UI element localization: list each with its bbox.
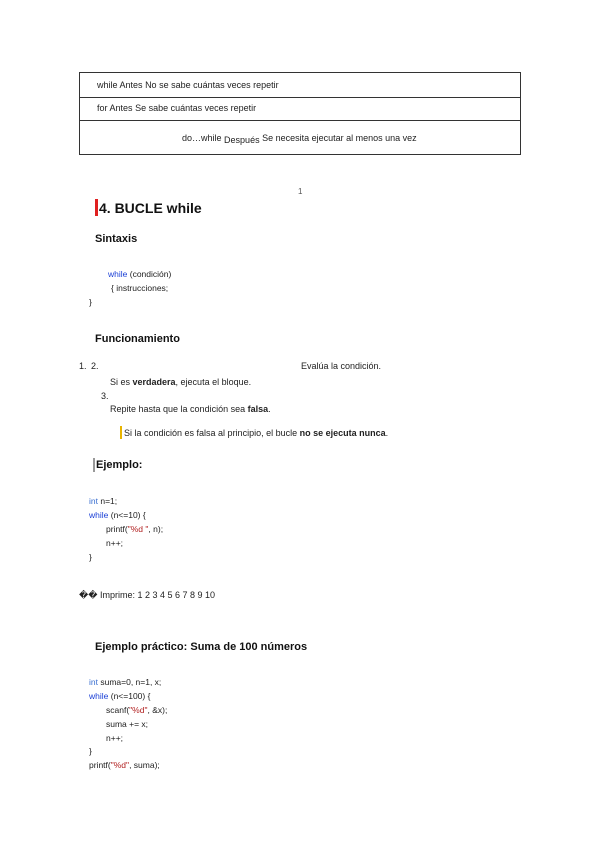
table-row (80, 73, 520, 98)
code-text: suma=0, n=1, x; (97, 677, 162, 687)
code-text: , suma); (129, 760, 160, 770)
ejemplo-heading: Ejemplo: (96, 459, 143, 471)
bold-text: falsa (247, 404, 269, 414)
loop-comparison-table (79, 72, 521, 155)
step-3 (110, 404, 271, 414)
example-line-2 (89, 510, 146, 520)
table-row (80, 120, 520, 155)
example-line-4: n++; (106, 538, 124, 548)
table-row (80, 97, 520, 121)
timing: Antes (109, 103, 133, 113)
practico-heading: Ejemplo práctico: Suma de 100 números (95, 641, 308, 653)
row-for (97, 103, 256, 113)
syntax-line-1 (108, 269, 171, 279)
timing: Después (224, 135, 260, 145)
output-text: Imprime: 1 2 3 4 5 6 7 8 9 10 (97, 590, 216, 600)
code-text: , n); (148, 524, 164, 534)
text: Si es (110, 377, 133, 387)
timing: Antes (119, 80, 143, 90)
description: No se sabe cuántas veces repetir (145, 80, 279, 90)
practico-line-4: suma += x; (106, 719, 149, 729)
practico-line-5: n++; (106, 733, 124, 743)
example-line-5: } (89, 552, 92, 562)
bold-text: verdadera (132, 377, 176, 387)
funcionamiento-heading: Funcionamiento (95, 333, 180, 345)
title-accent-bar (95, 199, 98, 216)
description: Se sabe cuántas veces repetir (135, 103, 257, 113)
example-line-1 (89, 496, 117, 506)
list-marker-1: 1. (79, 361, 87, 371)
note-text (124, 428, 388, 438)
practico-line-7 (89, 760, 160, 770)
text: Si la condición es falsa al principio, el bucle (124, 428, 300, 438)
code-text: , &x); (147, 705, 168, 715)
row-while (97, 80, 279, 90)
practico-line-3 (106, 705, 167, 715)
string-literal: "%d" (129, 705, 148, 715)
keyword-while: while (89, 691, 109, 701)
step-2 (110, 377, 251, 387)
code-text: printf( (89, 760, 111, 770)
practico-line-1 (89, 677, 161, 687)
type-int: int (89, 677, 98, 687)
code-text: n=1; (97, 496, 118, 506)
note-accent-bar (120, 426, 122, 439)
text: . (268, 404, 271, 414)
keyword: do…while (182, 133, 222, 143)
row-do-while (182, 133, 417, 143)
string-literal: "%d " (127, 524, 149, 534)
code-text: (n<=10) { (108, 510, 146, 520)
syntax-line-3: } (89, 297, 92, 307)
list-marker-3: 3. (101, 391, 109, 401)
code-text: scanf( (106, 705, 130, 715)
heading-accent-bar (93, 458, 95, 472)
practico-line-6: } (89, 746, 92, 756)
bold-text: no se ejecuta nunca (299, 428, 386, 438)
keyword-while: while (108, 269, 128, 279)
section-title: 4. BUCLE while (99, 200, 202, 216)
page-number: 1 (298, 187, 303, 196)
text: . (385, 428, 389, 438)
description: Se necesita ejecutar al menos una vez (262, 133, 417, 143)
sintaxis-heading: Sintaxis (95, 233, 138, 245)
condition-text: (condición) (127, 269, 172, 279)
string-literal: "%d" (110, 760, 130, 770)
practico-line-2 (89, 691, 150, 701)
syntax-line-2: { instrucciones; (111, 283, 169, 293)
list-marker-2: 2. (91, 361, 99, 371)
output-line (79, 590, 215, 601)
code-text: printf( (106, 524, 128, 534)
example-line-3 (106, 524, 163, 534)
keyword-while: while (89, 510, 109, 520)
keyword: for (97, 103, 108, 113)
text: , ejecuta el bloque. (175, 377, 252, 387)
keyword: while (97, 80, 118, 90)
text: Repite hasta que la condición sea (110, 404, 248, 414)
step-1: Evalúa la condición. (301, 361, 382, 371)
code-text: (n<=100) { (108, 691, 151, 701)
type-int: int (89, 496, 98, 506)
replacement-glyphs: �� (79, 590, 98, 600)
